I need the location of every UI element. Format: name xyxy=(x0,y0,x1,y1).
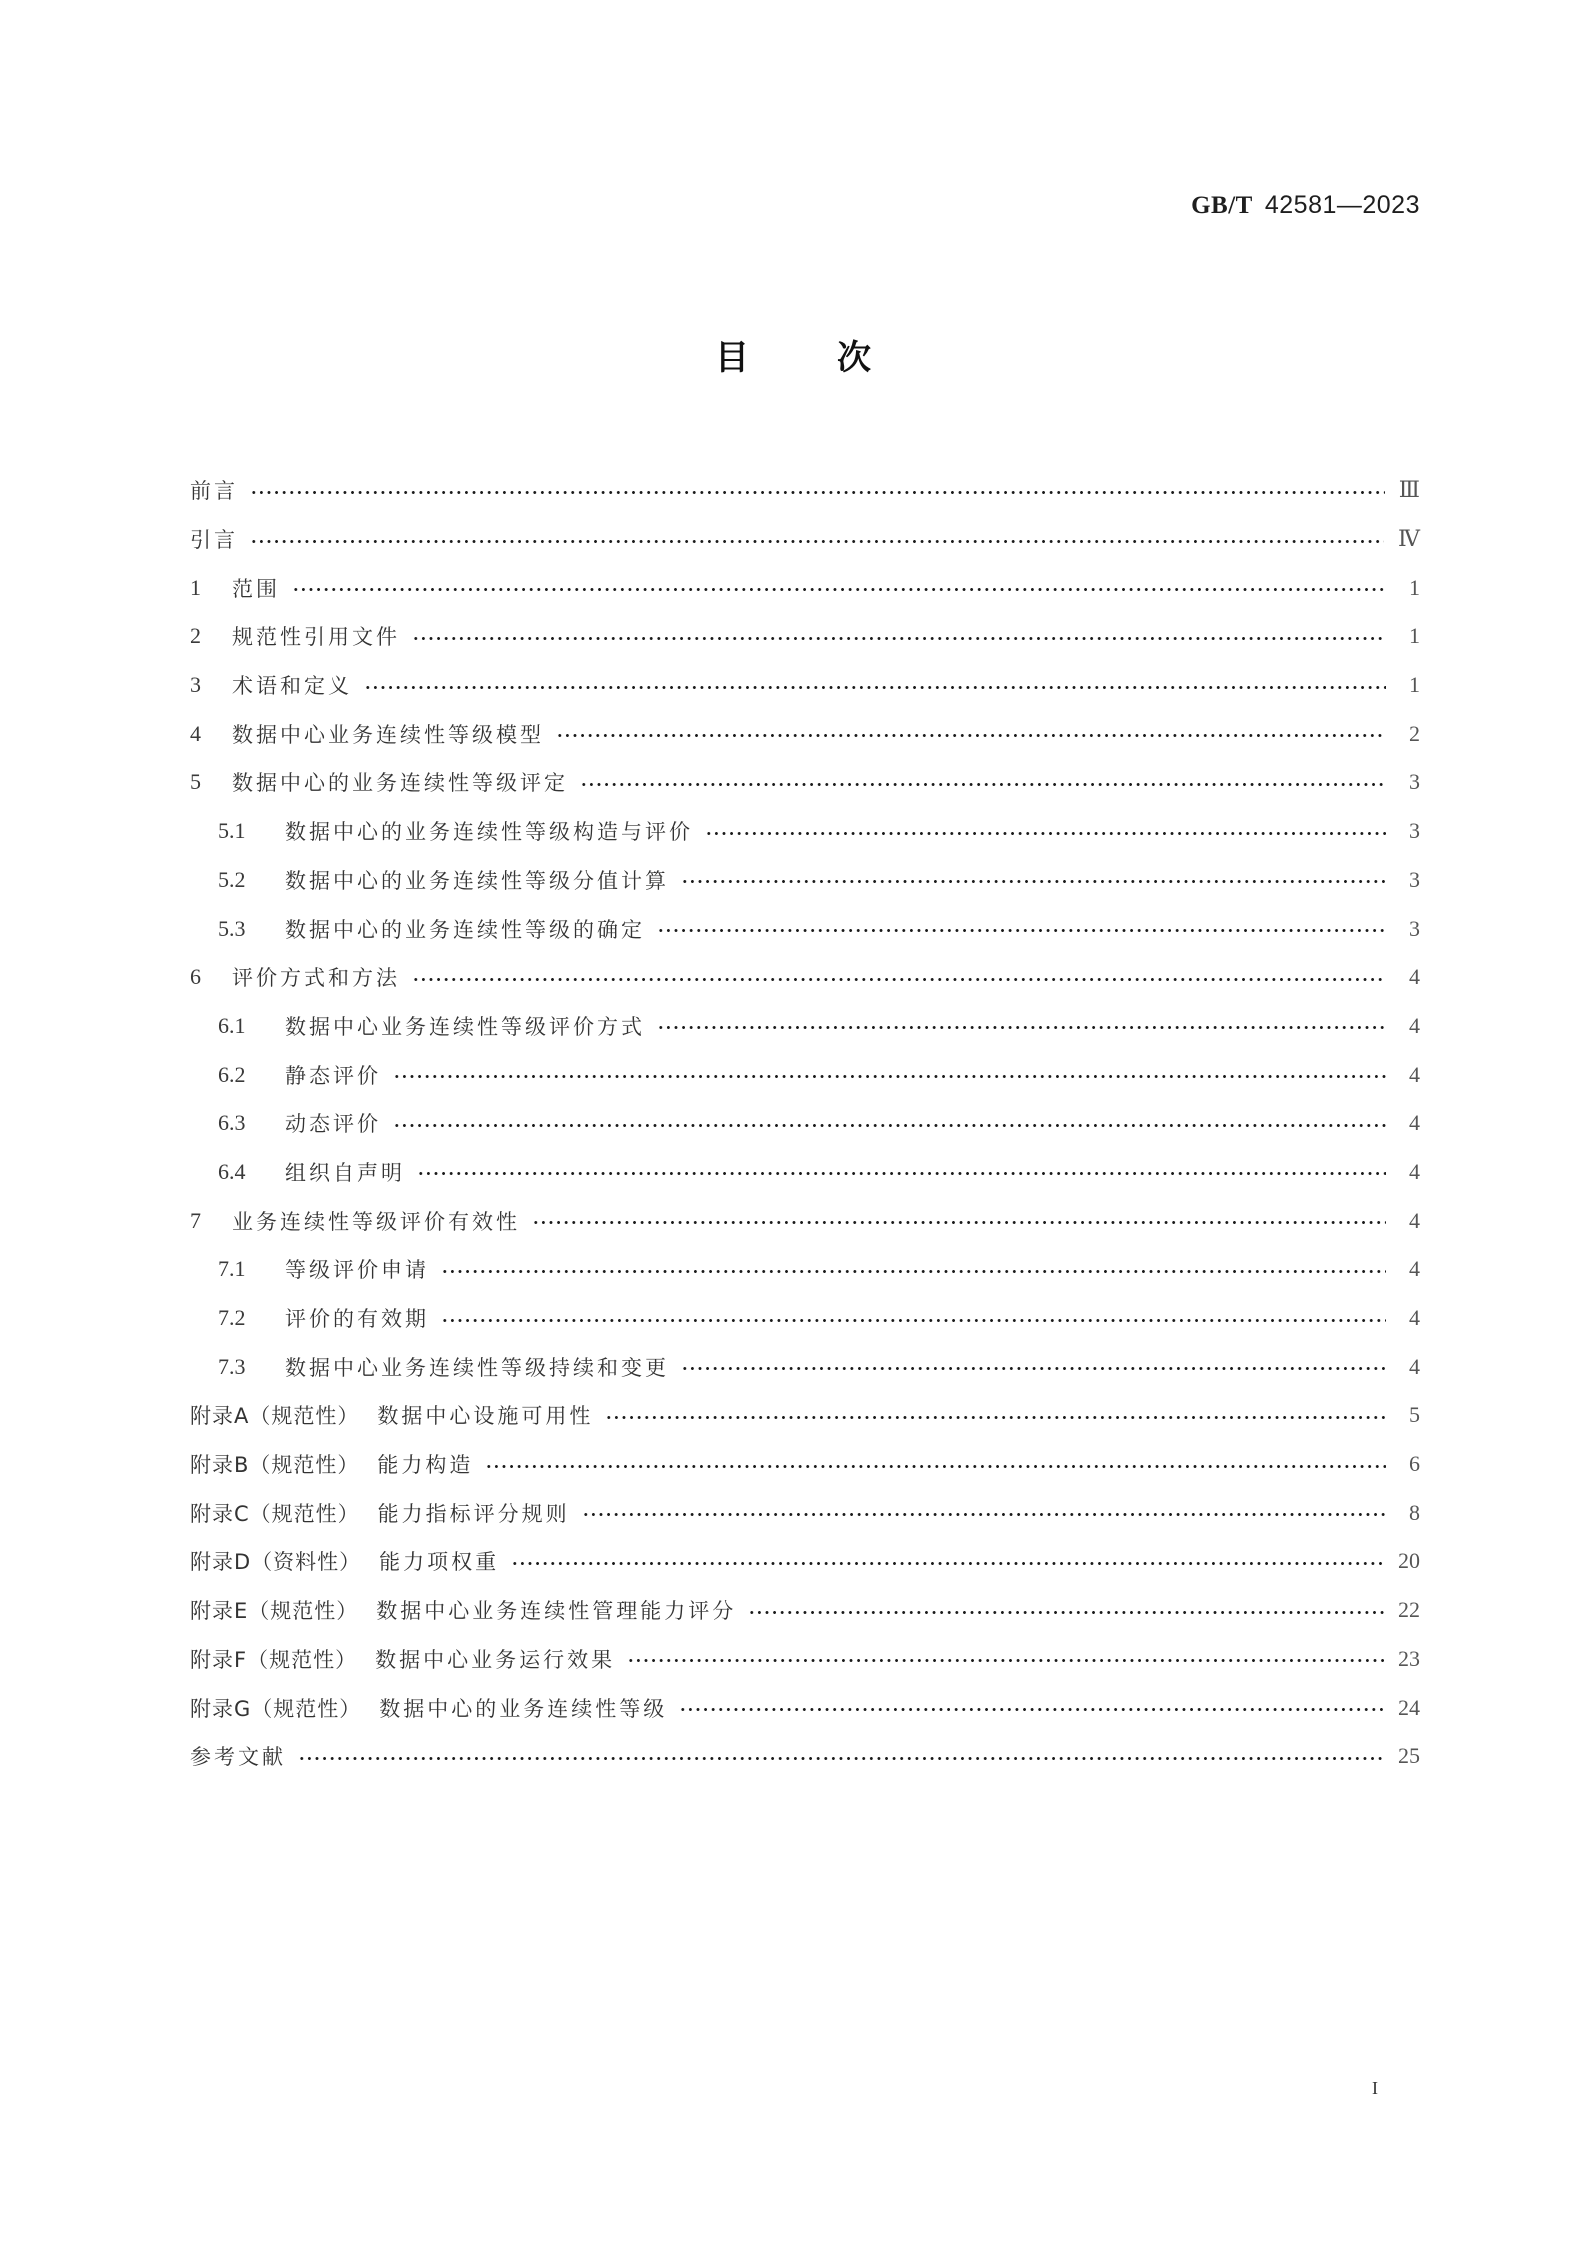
toc-entry-number: 7 xyxy=(190,1207,201,1233)
toc-entry[interactable] xyxy=(190,1002,1420,1051)
toc-entry-title: 能力构造 xyxy=(377,1453,474,1478)
toc-entry[interactable] xyxy=(190,1050,1420,1099)
toc-entry-number: 2 xyxy=(190,623,201,649)
standard-prefix: GB/T xyxy=(1191,192,1253,219)
toc-entry[interactable] xyxy=(190,1586,1420,1635)
toc-entry-title: 术语和定义 xyxy=(232,674,352,699)
toc-entry[interactable] xyxy=(190,856,1420,905)
toc-appendix-label: 附录E（规范性） xyxy=(190,1599,359,1624)
toc-entry-title: 能力指标评分规则 xyxy=(377,1501,570,1526)
toc-entry-title: 动态评价 xyxy=(285,1112,381,1137)
dot-leader xyxy=(627,1659,1384,1662)
toc-entry[interactable] xyxy=(190,661,1420,710)
toc-entry-page: 4 xyxy=(1409,1061,1420,1087)
toc-entry-title: 引言 xyxy=(190,528,238,553)
toc-entry[interactable] xyxy=(190,709,1420,758)
page-number: I xyxy=(1372,2078,1378,2098)
toc-entry[interactable] xyxy=(190,1732,1420,1781)
toc-entry-page: 4 xyxy=(1409,1305,1420,1331)
dot-leader xyxy=(657,1026,1386,1029)
title-char-2: 次 xyxy=(837,338,871,378)
dot-leader xyxy=(298,1757,1384,1760)
toc-entry[interactable] xyxy=(190,1294,1420,1343)
page-title xyxy=(0,330,1586,379)
toc-entry-page: 4 xyxy=(1409,1110,1420,1136)
toc-entry-title: 静态评价 xyxy=(285,1063,381,1088)
toc-entry-page: 2 xyxy=(1409,720,1420,746)
dot-leader xyxy=(417,1172,1386,1175)
toc-entry-title: 数据中心业务连续性等级模型 xyxy=(232,722,544,747)
dot-leader xyxy=(657,929,1386,932)
toc-entry-page: 6 xyxy=(1409,1451,1420,1477)
dot-leader xyxy=(681,1367,1386,1370)
toc-entry-title: 数据中心业务连续性等级持续和变更 xyxy=(285,1355,669,1380)
toc-entry-page: 4 xyxy=(1409,1353,1420,1379)
toc-entry-number: 7.3 xyxy=(218,1353,246,1379)
toc-entry[interactable] xyxy=(190,1440,1420,1489)
dot-leader xyxy=(364,686,1386,689)
toc-entry-page: 1 xyxy=(1409,574,1420,600)
title-char-1: 目 xyxy=(715,338,749,378)
toc-entry-number: 6.4 xyxy=(218,1158,246,1184)
dot-leader xyxy=(681,880,1386,883)
toc-entry-title: 评价方式和方法 xyxy=(232,966,400,991)
toc-entry-page: Ⅳ xyxy=(1398,526,1420,552)
dot-leader xyxy=(250,491,1385,494)
toc-entry-number: 6.2 xyxy=(218,1061,246,1087)
toc-appendix-label: 附录G（规范性） xyxy=(190,1696,362,1721)
toc-entry-number: 5.3 xyxy=(218,915,246,941)
toc-entry-title: 数据中心设施可用性 xyxy=(377,1404,594,1429)
toc-entry-number: 4 xyxy=(190,720,201,746)
toc-appendix-label: 附录F（规范性） xyxy=(190,1647,358,1672)
table-of-contents xyxy=(190,466,1420,1781)
toc-entry-number: 6 xyxy=(190,964,201,990)
toc-entry[interactable] xyxy=(190,1391,1420,1440)
toc-entry-number: 1 xyxy=(190,574,201,600)
toc-entry[interactable] xyxy=(190,612,1420,661)
toc-entry-page: 23 xyxy=(1398,1645,1420,1671)
dot-leader xyxy=(748,1611,1384,1614)
toc-entry-number: 3 xyxy=(190,672,201,698)
dot-leader xyxy=(511,1562,1384,1565)
toc-entry-title: 数据中心的业务连续性等级评定 xyxy=(232,771,568,796)
toc-entry[interactable] xyxy=(190,1635,1420,1684)
dot-leader xyxy=(485,1465,1386,1468)
toc-appendix-label: 附录A（规范性） xyxy=(190,1404,360,1429)
dot-leader xyxy=(532,1221,1386,1224)
toc-entry-page: 3 xyxy=(1409,866,1420,892)
dot-leader xyxy=(705,832,1386,835)
toc-entry-number: 5.2 xyxy=(218,866,246,892)
toc-entry[interactable] xyxy=(190,758,1420,807)
toc-entry-page: Ⅲ xyxy=(1398,477,1420,503)
dot-leader xyxy=(679,1708,1384,1711)
toc-entry-title: 能力项权重 xyxy=(379,1550,500,1575)
toc-entry-page: 8 xyxy=(1409,1499,1420,1525)
toc-entry-title: 前言 xyxy=(190,479,238,504)
toc-entry[interactable] xyxy=(190,807,1420,856)
toc-entry[interactable] xyxy=(190,904,1420,953)
toc-entry-page: 4 xyxy=(1409,964,1420,990)
toc-entry[interactable] xyxy=(190,515,1420,564)
toc-entry-title: 规范性引用文件 xyxy=(232,625,400,650)
toc-entry-page: 22 xyxy=(1398,1597,1420,1623)
toc-entry-number: 6.1 xyxy=(218,1012,246,1038)
toc-entry-page: 4 xyxy=(1409,1158,1420,1184)
toc-entry-title: 数据中心的业务连续性等级分值计算 xyxy=(285,868,669,893)
toc-entry-page: 4 xyxy=(1409,1256,1420,1282)
toc-entry-title: 评价的有效期 xyxy=(285,1307,429,1332)
toc-appendix-label: 附录C（规范性） xyxy=(190,1501,360,1526)
toc-entry-page: 25 xyxy=(1398,1743,1420,1769)
toc-entry-title: 数据中心业务连续性等级评价方式 xyxy=(285,1014,645,1039)
toc-entry-title: 数据中心业务连续性管理能力评分 xyxy=(376,1599,737,1624)
toc-entry[interactable] xyxy=(190,1099,1420,1148)
toc-entry-page: 4 xyxy=(1409,1207,1420,1233)
toc-entry-number: 5 xyxy=(190,769,201,795)
toc-entry[interactable] xyxy=(190,466,1420,515)
toc-entry-page: 4 xyxy=(1409,1012,1420,1038)
toc-entry[interactable] xyxy=(190,1537,1420,1586)
dot-leader xyxy=(582,1513,1386,1516)
toc-entry-title: 数据中心业务运行效果 xyxy=(375,1647,616,1672)
dot-leader xyxy=(441,1270,1386,1273)
dot-leader xyxy=(412,637,1386,640)
toc-entry[interactable] xyxy=(190,1196,1420,1245)
toc-entry-title: 等级评价申请 xyxy=(285,1258,429,1283)
toc-entry-page: 1 xyxy=(1409,672,1420,698)
toc-entry-title: 数据中心的业务连续性等级构造与评价 xyxy=(285,820,693,845)
toc-entry-title: 范围 xyxy=(232,576,280,601)
dot-leader xyxy=(556,734,1386,737)
toc-entry-page: 1 xyxy=(1409,623,1420,649)
toc-appendix-label: 附录B（规范性） xyxy=(190,1453,360,1478)
dot-leader xyxy=(393,1075,1386,1078)
dot-leader xyxy=(292,588,1386,591)
dot-leader xyxy=(412,978,1386,981)
dot-leader xyxy=(441,1319,1386,1322)
dot-leader xyxy=(580,783,1386,786)
toc-entry-number: 6.3 xyxy=(218,1110,246,1136)
standard-code xyxy=(1191,190,1420,220)
standard-number: 42581—2023 xyxy=(1264,191,1420,219)
toc-entry-title: 参考文献 xyxy=(190,1745,286,1770)
toc-entry[interactable] xyxy=(190,1148,1420,1197)
toc-entry-number: 5.1 xyxy=(218,818,246,844)
toc-entry-number: 7.2 xyxy=(218,1305,246,1331)
toc-entry-title: 组织自声明 xyxy=(285,1160,405,1185)
toc-entry[interactable] xyxy=(190,953,1420,1002)
dot-leader xyxy=(250,540,1384,543)
toc-entry-page: 3 xyxy=(1409,915,1420,941)
dot-leader xyxy=(393,1124,1386,1127)
toc-entry-page: 20 xyxy=(1398,1548,1420,1574)
toc-entry-title: 数据中心的业务连续性等级 xyxy=(379,1696,668,1721)
toc-entry-number: 7.1 xyxy=(218,1256,246,1282)
toc-entry-page: 24 xyxy=(1398,1694,1420,1720)
toc-entry[interactable] xyxy=(190,1683,1420,1732)
toc-entry[interactable] xyxy=(190,1488,1420,1537)
toc-entry[interactable] xyxy=(190,1342,1420,1391)
toc-entry-title: 业务连续性等级评价有效性 xyxy=(232,1209,520,1234)
dot-leader xyxy=(605,1416,1386,1419)
toc-appendix-label: 附录D（资料性） xyxy=(190,1550,362,1575)
toc-entry-page: 5 xyxy=(1409,1402,1420,1428)
toc-entry-page: 3 xyxy=(1409,769,1420,795)
toc-entry-page: 3 xyxy=(1409,818,1420,844)
toc-entry[interactable] xyxy=(190,563,1420,612)
toc-entry-title: 数据中心的业务连续性等级的确定 xyxy=(285,917,645,942)
toc-entry[interactable] xyxy=(190,1245,1420,1294)
